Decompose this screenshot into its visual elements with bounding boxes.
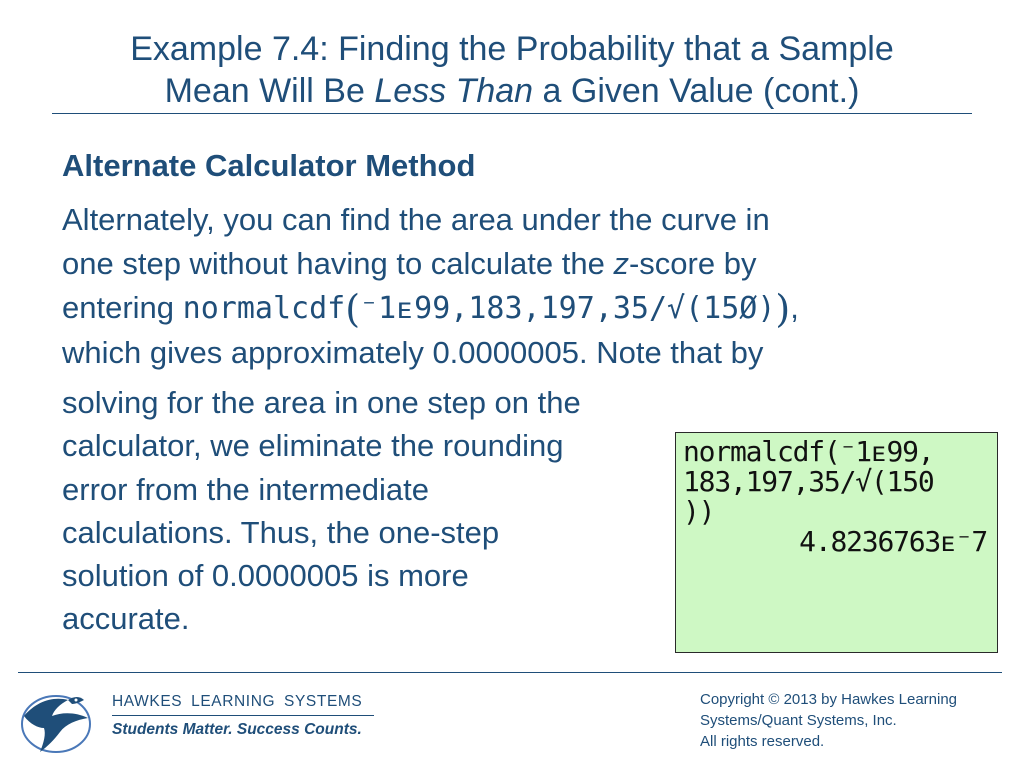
- title-line-1: Example 7.4: Finding the Probability that a Sample: [130, 30, 894, 68]
- paragraph-line-3-end: ,: [790, 290, 799, 325]
- paragraph-wrap-line: solving for the area in one step on the: [62, 385, 581, 420]
- company-name: HAWKES LEARNING SYSTEMS: [112, 693, 363, 710]
- paragraph-wrapped: [62, 381, 682, 641]
- calculator-input-line: 183,197,35/√(150: [683, 465, 934, 498]
- slide-title: [40, 28, 984, 112]
- calculator-arguments: ⁻1ᴇ99,183,197,35/√(15Ø): [360, 291, 776, 326]
- copyright-line: Systems/Quant Systems, Inc.: [700, 712, 897, 729]
- paragraph-line-2: [62, 242, 962, 286]
- title-line-2-start: Mean Will Be: [164, 72, 375, 110]
- paragraph-top: [62, 198, 962, 375]
- paragraph-wrap-line: error from the intermediate: [62, 471, 429, 507]
- open-paren: (: [345, 287, 361, 331]
- copyright-notice: [700, 689, 1010, 752]
- close-paren: ): [775, 287, 791, 331]
- paragraph-line-3: [62, 286, 962, 331]
- paragraph-wrap-line: calculator, we eliminate the rounding: [62, 428, 564, 464]
- tagline: Students Matter. Success Counts.: [112, 721, 362, 738]
- paragraph-line-3-start: entering: [62, 290, 183, 325]
- paragraph-wrap-line: accurate.: [62, 601, 190, 637]
- calculator-command: normalcdf: [182, 291, 346, 326]
- title-divider: [52, 113, 972, 114]
- title-emphasis: Less Than: [374, 72, 534, 110]
- calculator-input-line: )): [683, 495, 715, 528]
- paragraph-line-2-start: one step without having to calculate the: [62, 246, 614, 281]
- paragraph-line-2-end: -score by: [628, 246, 757, 281]
- copyright-line: Copyright © 2013 by Hawkes Learning: [700, 691, 958, 708]
- title-line-2-end: a Given Value (cont.): [533, 72, 860, 110]
- eagle-icon: [18, 682, 98, 758]
- calculator-input-line: normalcdf(⁻1ᴇ99,: [683, 435, 934, 468]
- paragraph-line-4: which gives approximately 0.0000005. Note that by: [62, 335, 764, 370]
- z-variable: z: [613, 246, 629, 281]
- title-line-2: [40, 70, 984, 112]
- paragraph-wrap-line: calculations. Thus, the one-step: [62, 514, 500, 550]
- paragraph-line-1: Alternately, you can find the area under the curve in: [62, 202, 770, 237]
- company-underline: [112, 715, 374, 716]
- paragraph-wrap-line: solution of 0.0000005 is more: [62, 558, 469, 594]
- copyright-line: All rights reserved.: [700, 733, 825, 750]
- footer-divider: [18, 672, 1002, 673]
- calculator-result: 4.8236763ᴇ⁻7: [799, 525, 987, 558]
- section-heading: Alternate Calculator Method: [62, 148, 476, 183]
- calculator-screen: [675, 432, 998, 653]
